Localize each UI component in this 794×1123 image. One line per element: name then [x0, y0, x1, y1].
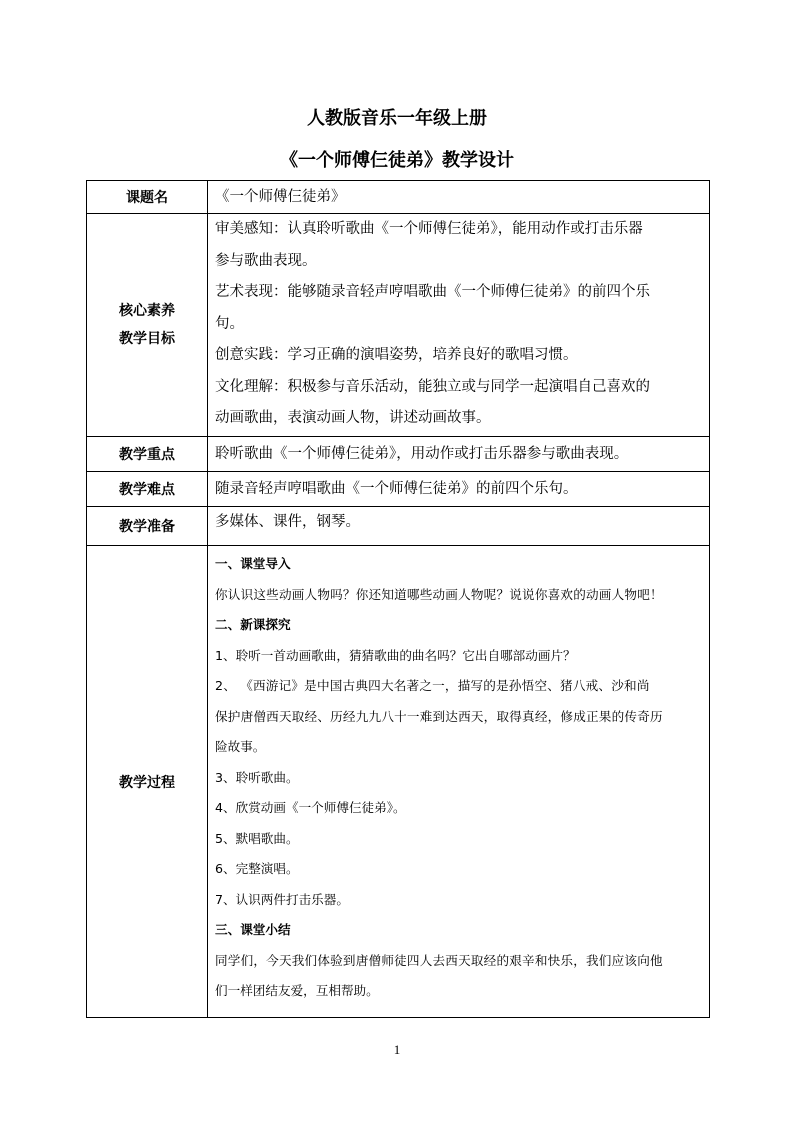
table-row-preparation [87, 507, 710, 546]
process-section-heading: 三、课堂小结 [215, 922, 291, 937]
process-line: 4、欣赏动画《一个师傅仨徒弟》。 [215, 800, 406, 815]
table-row-process [87, 546, 710, 1018]
process-line: 5、默唱歌曲。 [215, 830, 299, 846]
goals-line: 艺术表现：能够随录音轻声哼唱歌曲《一个师傅仨徒弟》的前四个乐 [215, 284, 650, 300]
goals-line: 文化理解：积极参与音乐活动，能独立或与同学一起演唱自己喜欢的 [215, 378, 650, 395]
goals-line: 动画歌曲，表演动画人物，讲述动画故事。 [215, 410, 491, 426]
lesson-plan-table [86, 180, 710, 1018]
topic-label: 课题名 [87, 181, 208, 214]
goals-label-line1: 核心素养 [119, 303, 175, 319]
goals-line: 句。 [215, 315, 244, 332]
table-row-goals [87, 214, 710, 437]
process-label: 教学过程 [87, 546, 208, 1018]
difficulties-value: 随录音轻声哼唱歌曲《一个师傅仨徒弟》的前四个乐句。 [208, 472, 710, 507]
process-line: 险故事。 [215, 739, 266, 754]
process-line: 你认识这些动画人物吗？你还知道哪些动画人物呢？说说你喜欢的动画人物吧！ [215, 586, 663, 602]
process-line: 6、完整演唱。 [215, 861, 299, 876]
key-points-value: 聆听歌曲《一个师傅仨徒弟》，用动作或打击乐器参与歌曲表现。 [208, 437, 710, 472]
page-number: 1 [393, 1042, 401, 1057]
table-row-topic [87, 181, 710, 214]
process-line: 7、认识两件打击乐器。 [215, 891, 349, 907]
topic-value: 《一个师傅仨徒弟》 [208, 181, 710, 214]
goals-label [87, 214, 208, 437]
process-section-heading: 二、新课探究 [215, 617, 291, 632]
goals-line: 参与歌曲表现。 [215, 252, 317, 269]
process-line: 3、聆听歌曲。 [215, 769, 299, 785]
preparation-value: 多媒体、课件，钢琴。 [208, 507, 710, 546]
table-row-key-points [87, 437, 710, 472]
preparation-label: 教学准备 [87, 507, 208, 546]
goals-label-line2: 教学目标 [119, 331, 175, 347]
process-line: 保护唐僧西天取经、历经九九八十一难到达西天，取得真经，修成正果的传奇历 [215, 708, 663, 724]
key-points-label: 教学重点 [87, 437, 208, 472]
process-section-heading: 一、课堂导入 [215, 556, 291, 571]
process-line: 同学们，今天我们体验到唐僧师徒四人去西天取经的艰辛和快乐，我们应该向他 [215, 952, 663, 968]
process-content [208, 546, 710, 1018]
table-row-difficulties [87, 472, 710, 507]
document-title: 人教版音乐一年级上册 [307, 108, 487, 129]
goals-line: 创意实践：学习正确的演唱姿势，培养良好的歌唱习惯。 [215, 347, 578, 363]
process-line: 2、 《西游记》是中国古典四大名著之一，描写的是孙悟空、猪八戒、沙和尚 [215, 678, 650, 693]
difficulties-label: 教学难点 [87, 472, 208, 507]
process-line: 们一样团结友爱，互相帮助。 [215, 983, 379, 998]
process-line: 1、聆听一首动画歌曲，猜猜歌曲的曲名吗？它出自哪部动画片？ [215, 647, 576, 663]
goals-content [208, 214, 710, 437]
goals-line: 审美感知：认真聆听歌曲《一个师傅仨徒弟》，能用动作或打击乐器 [215, 221, 643, 237]
document-subtitle: 《一个师傅仨徒弟》教学设计 [280, 150, 514, 171]
